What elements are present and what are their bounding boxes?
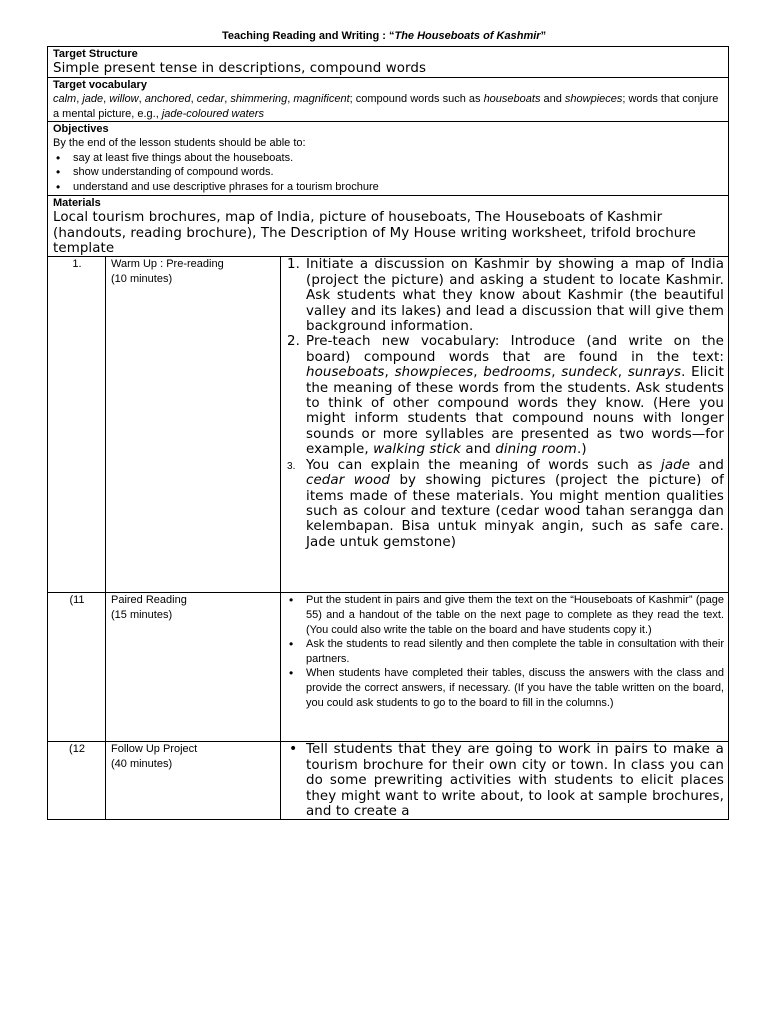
stage-activities [281,742,729,820]
target-vocabulary-row [48,78,729,122]
stage-number: 1. [48,257,106,593]
stage-activities [281,257,729,593]
stage-name: Follow Up Project [111,743,198,756]
stage-number: (11 [48,593,106,742]
objectives-row [48,122,729,196]
stage-name: Warm Up : Pre-reading [111,258,224,271]
stage-name-cell [106,257,281,593]
target-vocabulary-label: Target vocabulary [53,79,147,91]
materials-text: Local tourism brochures, map of India, picture of houseboats, The Houseboats of Kashmir (handouts, reading brochure), The Description of My House writing worksheet, trifold brochure template [53,210,697,256]
target-vocabulary-text: calm, jade, willow, anchored, cedar, shimmering, magnificent; compound words such as houseboats and showpieces; words that conjure a mental picture, e.g., jade-coloured waters [53,93,719,120]
objectives-label: Objectives [53,123,109,136]
target-structure-text: Simple present tense in descriptions, compound words [53,61,427,76]
stage-name-cell [106,742,281,820]
list-item: • Put the student in pairs and give them the text on the “Houseboats of Kashmir” (page 55) and a handout of the table on the next page to complete as they read the text. (You could also write the table on the board and have students copy it.) [306,593,724,637]
list-item: • Ask the students to read silently and then complete the table in consultation with their partners. [306,637,724,666]
materials-label: Materials [53,197,101,210]
lesson-plan-table [47,46,729,820]
stage-row-warm-up [48,257,729,593]
stage-row-paired-reading [48,593,729,742]
list-item: 3. You can explain the meaning of words such as jade and cedar wood by showing pictures (project the picture) of items made of these materials. You might mention qualities such as colour and texture (cedar wood tahan serangga dan kelembapan. Bisa untuk minyak angin, such as safe care. Jade untuk gemstone) [287,457,725,550]
stage-time: (10 minutes) [111,272,173,285]
stage-time: (15 minutes) [111,608,173,621]
stage-time: (40 minutes) [111,757,173,770]
follow-up-list [286,742,724,819]
list-item: 1. Initiate a discussion on Kashmir by showing a map of India (project the picture) and asking a student to locate Kashmir. Ask students what they know about Kashmir (the beautiful valley and its lakes) and lead a discussion that will give them background information. [287,257,724,335]
list-item: • Tell students that they are going to work in pairs to make a tourism brochure for their own city or town. In class you can do some prewriting activities with students to elicit places they might want to write about, to look at sample brochures, and to create a [306,742,724,819]
stage-name-cell [106,593,281,742]
list-item: • say at least five things about the houseboats. [73,151,724,166]
stage-activities [281,593,729,742]
objectives-list [53,151,724,195]
paired-reading-list [286,593,724,710]
target-structure-label: Target Structure [53,48,138,60]
list-item: 2. Pre-teach new vocabulary: Introduce (and write on the board) compound words that are found in the text: houseboats, showpieces, bedrooms, sundeck, sunrays. Elicit the meaning of these words from the students. Ask students to think of other compound words they know. (Here you might inform students that compound nouns with longer sounds or more syllables are presented as two words—for example, walking stick and dining room.) [287,334,724,458]
objectives-intro: By the end of the lesson students should be able to: [53,137,306,150]
list-item: • When students have completed their tables, discuss the answers with the class and provide the correct answers, if necessary. (If you have the table written on the board, you could ask students to go to the board to fill in the columns.) [306,666,724,710]
document-title: Teaching Reading and Writing : “The Houseboats of Kashmir” [221,30,547,42]
stage-row-follow-up [48,742,729,820]
list-item: • understand and use descriptive phrases for a tourism brochure [73,180,724,195]
stage-number: (12 [48,742,106,820]
target-structure-row [48,47,729,78]
stage-name: Paired Reading [111,594,187,607]
list-item: • show understanding of compound words. [73,165,724,180]
materials-row [48,196,729,257]
warm-up-steps [286,257,724,550]
